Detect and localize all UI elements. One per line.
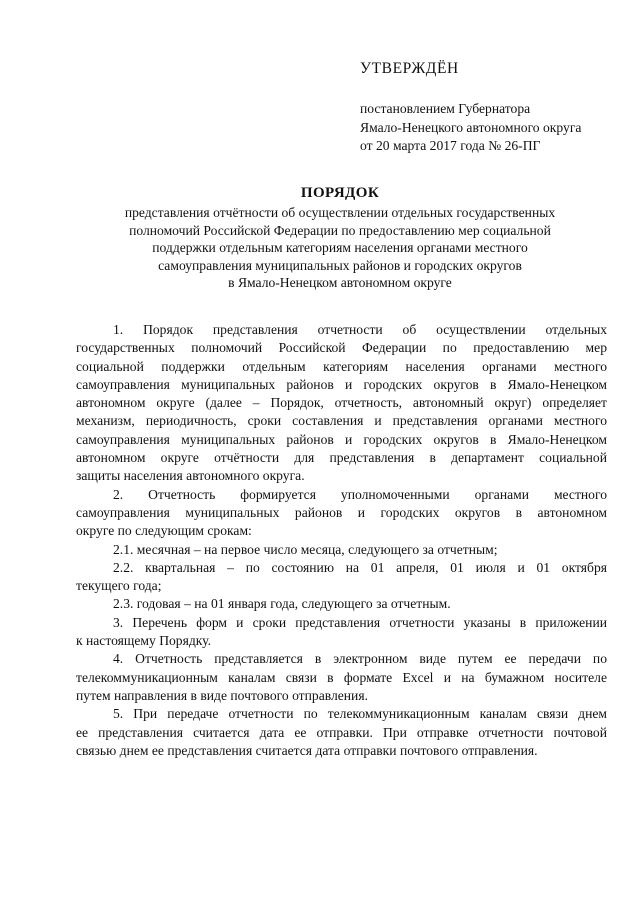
paragraph-2-3 [76,595,607,613]
approval-line-date-number: от 20 марта 2017 года № 26-ПГ [360,138,541,153]
text-line: путем направления в виде почтового отправления. [76,687,368,703]
text-line: 3. Перечень форм и сроки представления отчетности указаны в приложении [113,614,607,630]
subtitle-line: полномочий Российской Федерации по предоставлению мер социальной [129,222,551,238]
text-line: самоуправления муниципальных районов и городских округов в автономном [76,504,607,520]
text-line: 2.2. квартальная – по состоянию на 01 апреля, 01 июля и 01 октября [113,559,607,575]
text-line: механизм, периодичность, сроки составления и представления органами местного [76,413,607,429]
text-line: ее представления считается дата ее отправки. При отправке отчетности почтовой [76,724,607,740]
text-line: 5. При передаче отчетности по телекоммуникационным каналам связи днем [113,706,607,722]
paragraph-5 [76,705,607,760]
text-line: 4. Отчетность представляется в электронном виде путем ее передачи по [113,651,607,667]
text-line: самоуправления муниципальных районов и городских округов в Ямало-Ненецком [76,376,607,392]
approval-line-region: Ямало-Ненецкого автономного округа [360,119,582,135]
paragraph-2 [76,486,607,541]
text-line: телекоммуникационным каналам связи в формате Excel и на бумажном носителе [76,669,607,685]
document-title: ПОРЯДОК [300,185,380,201]
approval-stamp [360,60,620,156]
paragraph-2-1 [76,541,607,559]
text-line: защиты населения автономного округа. [76,468,305,484]
subtitle-line: поддержки отдельным категориям населения органами местного [152,240,528,256]
text-line: государственных полномочий Российской Федерации по предоставлению мер [76,340,607,356]
approval-line-issuer: постановлением Губернатора [360,101,531,116]
text-line: автономном округе (далее – Порядок, отчетность, автономный округ) определяет [76,395,607,411]
text-line: самоуправления муниципальных районов и городских округов в Ямало-Ненецком [76,431,607,447]
text-line: связью днем ее представления считается дата отправки почтового отправления. [76,742,538,758]
text-line: 2. Отчетность формируется уполномоченными органами местного [113,486,607,502]
text-line: 2.3. годовая – на 01 января года, следующего за отчетным. [113,596,451,612]
document-body [76,321,607,760]
text-line: 1. Порядок представления отчетности об осуществлении отдельных [113,322,607,337]
paragraph-4 [76,650,607,705]
subtitle-line: в Ямало-Ненецком автономном округе [228,275,452,291]
subtitle-line: самоуправления муниципальных районов и городских округов [158,257,522,273]
document-subtitle [70,204,610,292]
text-line: социальной поддержки отдельным категориям населения органами местного [76,358,607,374]
text-line: округе по следующим срокам: [76,523,252,539]
paragraph-2-2 [76,559,607,596]
paragraph-3 [76,614,607,651]
paragraph-1 [76,321,607,486]
text-line: к настоящему Порядку. [76,633,212,649]
subtitle-line: представления отчётности об осуществлении отдельных государственных [124,205,556,220]
approval-title: УТВЕРЖДЁН [360,60,459,77]
text-line: текущего года; [76,578,162,594]
text-line: автономном округе отчётности для представления в департамент социальной [76,450,607,466]
text-line: 2.1. месячная – на первое число месяца, следующего за отчетным; [113,541,498,557]
